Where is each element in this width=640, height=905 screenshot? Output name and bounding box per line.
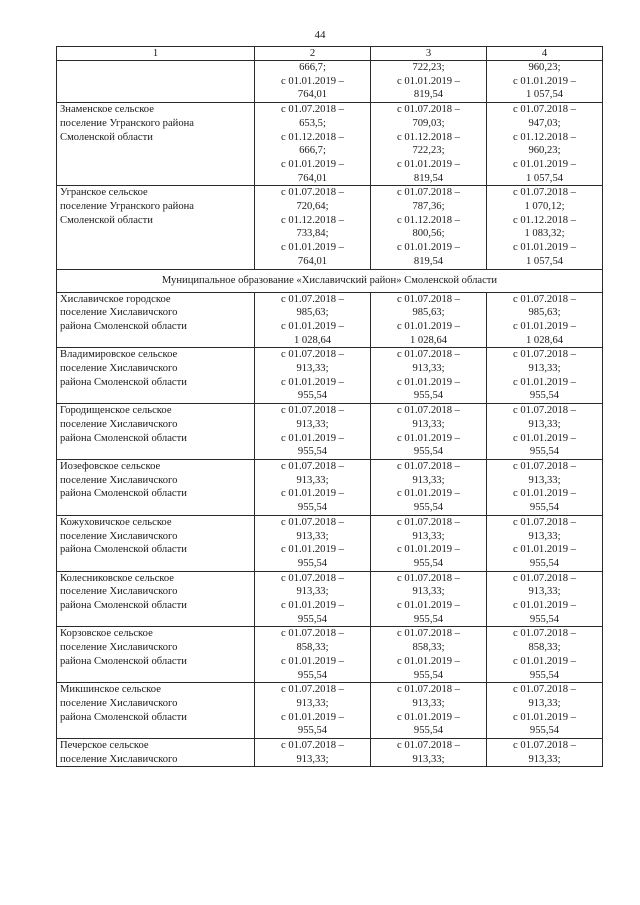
tariff-line: 1 083,32; [524,228,565,240]
settlement-name-line: Смоленской области [60,131,153,143]
tariff-cell-col3 [371,739,487,767]
tariff-cell-col4 [487,292,603,348]
tariff-line: с 01.01.2019 – [397,711,460,723]
tariff-line: 913,33; [528,418,561,430]
tariff-line: 913,33; [412,697,445,709]
tariff-line: 764,01 [297,89,328,101]
tariff-line: 1 057,54 [525,255,564,267]
tariff-line: 955,54 [297,446,328,458]
tariff-line: с 01.01.2019 – [513,600,576,612]
settlement-name-line: Смоленской области [60,214,153,226]
settlement-name-line: Хиславичское городское [60,293,171,305]
tariff-line: 955,54 [413,390,444,402]
column-header-1: 1 [57,47,255,61]
tariff-line: с 01.01.2019 – [281,432,344,444]
settlement-name-line: Кожуховичское сельское [60,516,172,528]
tariff-line: с 01.01.2019 – [281,711,344,723]
settlement-name-line: Печерское сельское [60,740,149,752]
tariff-line: с 01.01.2019 – [281,655,344,667]
tariff-cell-col4 [487,103,603,186]
tariff-line: с 01.07.2018 – [397,293,460,305]
section-row [57,269,603,292]
tariff-line: 787,36; [412,201,445,213]
tariff-line: 709,03; [412,117,445,129]
tariff-cell-col2 [255,348,371,404]
settlement-name-cell [57,61,255,103]
tariff-line: 800,56; [412,228,445,240]
tariff-cell-col4 [487,404,603,460]
tariff-line: 913,33; [412,474,445,486]
tariff-cell-col2 [255,186,371,269]
tariff-cell-col4 [487,739,603,767]
tariff-line: 733,84; [296,228,329,240]
tariff-line: с 01.07.2018 – [281,516,344,528]
tariff-line: 913,33; [296,418,329,430]
tariff-line: 913,33; [528,530,561,542]
tariff-cell-col3 [371,683,487,739]
tariff-line: с 01.01.2019 – [513,488,576,500]
tariff-line: с 01.07.2018 – [397,572,460,584]
tariff-line: с 01.07.2018 – [513,349,576,361]
tariff-line: 764,01 [297,172,328,184]
settlement-name-cell [57,292,255,348]
settlement-name-line: района Смоленской области [60,600,187,612]
tariff-line: с 01.01.2019 – [281,488,344,500]
tariff-cell-col2 [255,103,371,186]
tariff-line: 666,7; [299,145,326,157]
tariff-line: 1 057,54 [525,89,564,101]
tariff-line: с 01.01.2019 – [397,544,460,556]
settlement-name-line: Корзовское сельское [60,628,153,640]
settlement-name-cell [57,571,255,627]
settlement-name-line: поселение Хиславичского [60,753,178,765]
settlement-name-line: поселение Хиславичского [60,586,178,598]
settlement-name-line: Владимировское сельское [60,349,178,361]
tariff-line: с 01.01.2019 – [397,376,460,388]
tariff-cell-col3 [371,103,487,186]
tariff-cell-col4 [487,571,603,627]
tariff-line: 764,01 [297,255,328,267]
settlement-name-line: района Смоленской области [60,376,187,388]
settlement-name-line: района Смоленской области [60,488,187,500]
tariff-line: 913,33; [528,474,561,486]
settlement-name-cell [57,348,255,404]
tariff-line: 653,5; [299,117,326,129]
table-row [57,103,603,186]
settlement-name-line: района Смоленской области [60,544,187,556]
table-row [57,186,603,269]
settlement-name-cell [57,459,255,515]
tariff-line: с 01.07.2018 – [281,740,344,752]
tariff-line: 985,63; [296,307,329,319]
tariff-line: 955,54 [529,725,560,737]
tariff-line: 913,33; [296,363,329,375]
tariff-line: с 01.07.2018 – [281,684,344,696]
tariff-line: с 01.01.2019 – [513,242,576,254]
tariff-line: 955,54 [297,613,328,625]
tariff-cell-col2 [255,571,371,627]
tariff-line: 955,54 [529,446,560,458]
tariff-line: с 01.12.2018 – [281,214,344,226]
tariff-cell-col3 [371,571,487,627]
tariff-line: с 01.01.2019 – [397,75,460,87]
table-row [57,404,603,460]
tariff-line: с 01.01.2019 – [513,711,576,723]
tariff-line: с 01.01.2019 – [281,544,344,556]
tariff-line: 955,54 [413,669,444,681]
tariff-line: 947,03; [528,117,561,129]
tariff-line: с 01.01.2019 – [281,242,344,254]
tariff-line: 955,54 [413,557,444,569]
tariff-line: с 01.07.2018 – [513,293,576,305]
tariff-line: с 01.07.2018 – [281,460,344,472]
tariff-line: с 01.07.2018 – [397,405,460,417]
tariff-line: с 01.07.2018 – [397,460,460,472]
tariff-cell-col3 [371,459,487,515]
tariff-line: с 01.07.2018 – [397,104,460,116]
tariff-line: с 01.01.2019 – [513,376,576,388]
tariff-line: 913,33; [296,474,329,486]
tariff-line: с 01.07.2018 – [397,628,460,640]
tariff-line: 819,54 [413,172,444,184]
tariff-line: 913,33; [528,586,561,598]
tariff-line: 955,54 [297,502,328,514]
settlement-name-line: Городищенское сельское [60,405,172,417]
tariff-line: с 01.07.2018 – [281,572,344,584]
tariff-line: с 01.07.2018 – [281,405,344,417]
tariff-cell-col4 [487,515,603,571]
tariff-line: с 01.01.2019 – [397,488,460,500]
tariff-line: 955,54 [413,725,444,737]
settlement-name-line: района Смоленской области [60,711,187,723]
tariff-line: 913,33; [296,753,329,765]
tariff-line: с 01.07.2018 – [397,516,460,528]
table-row [57,627,603,683]
tariff-line: 913,33; [528,697,561,709]
settlement-name-cell [57,404,255,460]
tariff-line: с 01.01.2019 – [281,158,344,170]
tariff-line: с 01.01.2019 – [397,158,460,170]
settlement-name-line: Иозефовское сельское [60,460,161,472]
tariff-line: 1 028,64 [525,334,564,346]
settlement-name-line: поселение Хиславичского [60,418,178,430]
tariff-line: с 01.01.2019 – [513,544,576,556]
tariff-table [56,46,603,767]
tariff-line: 913,33; [412,586,445,598]
tariff-line: с 01.07.2018 – [513,460,576,472]
table-row [57,571,603,627]
table-row [57,348,603,404]
settlement-name-line: поселение Хиславичского [60,363,178,375]
tariff-cell-col2 [255,459,371,515]
tariff-line: 720,64; [296,201,329,213]
tariff-line: 960,23; [528,62,561,73]
tariff-cell-col3 [371,515,487,571]
settlement-name-line: Угранское сельское [60,187,148,199]
tariff-cell-col3 [371,348,487,404]
tariff-line: 955,54 [529,390,560,402]
tariff-line: с 01.01.2019 – [281,376,344,388]
tariff-line: 1 028,64 [293,334,332,346]
tariff-line: с 01.07.2018 – [513,187,576,199]
tariff-line: с 01.01.2019 – [513,75,576,87]
tariff-line: 858,33; [296,642,329,654]
tariff-line: с 01.01.2019 – [513,432,576,444]
page-number: 44 [314,29,326,41]
settlement-name-line: Колесниковское сельское [60,572,175,584]
tariff-line: 913,33; [296,586,329,598]
tariff-line: 955,54 [297,557,328,569]
tariff-line: 955,54 [297,390,328,402]
tariff-cell-col2 [255,292,371,348]
tariff-line: с 01.01.2019 – [513,655,576,667]
tariff-line: 666,7; [299,62,326,73]
column-header-4: 4 [487,47,603,61]
settlement-name-line: поселение Угранского района [60,117,194,129]
tariff-line: 955,54 [529,557,560,569]
tariff-cell-col3 [371,292,487,348]
tariff-line: 955,54 [413,613,444,625]
header-row [57,47,603,61]
tariff-line: с 01.07.2018 – [281,349,344,361]
tariff-line: с 01.07.2018 – [397,187,460,199]
tariff-line: 960,23; [528,145,561,157]
settlement-name-line: поселение Хиславичского [60,697,178,709]
tariff-cell-col4 [487,186,603,269]
tariff-line: с 01.12.2018 – [281,131,344,143]
tariff-line: 913,33; [296,697,329,709]
settlement-name-line: района Смоленской области [60,320,187,332]
tariff-cell-col4 [487,459,603,515]
tariff-line: с 01.12.2018 – [397,131,460,143]
tariff-line: с 01.07.2018 – [513,628,576,640]
tariff-line: 955,54 [529,613,560,625]
tariff-line: 913,33; [412,363,445,375]
tariff-line: 722,23; [412,62,445,73]
tariff-line: с 01.07.2018 – [281,628,344,640]
tariff-cell-col4 [487,627,603,683]
table-row [57,292,603,348]
settlement-name-line: Микшинское сельское [60,684,161,696]
tariff-cell-col2 [255,627,371,683]
settlement-name-line: района Смоленской области [60,655,187,667]
tariff-line: 1 057,54 [525,172,564,184]
tariff-cell-col2 [255,515,371,571]
column-header-2: 2 [255,47,371,61]
tariff-line: 913,33; [528,363,561,375]
table-row [57,459,603,515]
tariff-line: 722,23; [412,145,445,157]
tariff-line: 955,54 [297,725,328,737]
tariff-line: с 01.01.2019 – [397,242,460,254]
tariff-line: 985,63; [412,307,445,319]
table-body [57,61,603,767]
tariff-line: с 01.01.2019 – [513,320,576,332]
table-row [57,515,603,571]
tariff-line: с 01.01.2019 – [397,655,460,667]
tariff-line: с 01.01.2019 – [281,75,344,87]
settlement-name-line: поселение Угранского района [60,201,194,213]
settlement-name-line: поселение Хиславичского [60,530,178,542]
settlement-name-line: Знаменское сельское [60,104,154,116]
section-title: Муниципальное образование «Хиславичский район» Смоленской области [57,269,603,292]
settlement-name-cell [57,103,255,186]
tariff-line: с 01.07.2018 – [513,740,576,752]
settlement-name-cell [57,186,255,269]
column-header-3: 3 [371,47,487,61]
settlement-name-line: поселение Хиславичского [60,642,178,654]
tariff-line: с 01.01.2019 – [397,432,460,444]
tariff-line: 1 070,12; [524,201,565,213]
settlement-name-cell [57,683,255,739]
tariff-line: с 01.07.2018 – [397,684,460,696]
tariff-line: 858,33; [412,642,445,654]
tariff-cell-col3 [371,627,487,683]
tariff-line: 955,54 [529,669,560,681]
tariff-line: с 01.07.2018 – [281,187,344,199]
tariff-line: с 01.01.2019 – [397,600,460,612]
tariff-line: 955,54 [297,669,328,681]
settlement-name-cell [57,739,255,767]
tariff-line: с 01.12.2018 – [397,214,460,226]
tariff-cell-col2 [255,683,371,739]
tariff-line: с 01.01.2019 – [513,158,576,170]
tariff-cell-col2 [255,61,371,103]
tariff-line: с 01.07.2018 – [281,104,344,116]
tariff-line: 913,33; [412,530,445,542]
tariff-line: с 01.07.2018 – [513,405,576,417]
tariff-cell-col2 [255,739,371,767]
tariff-line: с 01.07.2018 – [513,684,576,696]
tariff-line: 913,33; [412,418,445,430]
tariff-line: 913,33; [412,753,445,765]
tariff-line: 955,54 [413,446,444,458]
tariff-cell-col3 [371,61,487,103]
tariff-line: 858,33; [528,642,561,654]
tariff-line: с 01.07.2018 – [513,516,576,528]
table-row [57,683,603,739]
tariff-line: 819,54 [413,89,444,101]
tariff-cell-col4 [487,348,603,404]
settlement-name-cell [57,515,255,571]
settlement-name-line: района Смоленской области [60,432,187,444]
settlement-name-line: поселение Хиславичского [60,307,178,319]
table-row [57,61,603,103]
tariff-line: с 01.01.2019 – [281,600,344,612]
tariff-line: 955,54 [529,502,560,514]
tariff-line: 955,54 [413,502,444,514]
tariff-line: 819,54 [413,255,444,267]
tariff-line: с 01.12.2018 – [513,214,576,226]
tariff-line: с 01.07.2018 – [397,740,460,752]
tariff-cell-col3 [371,404,487,460]
tariff-line: с 01.07.2018 – [513,572,576,584]
tariff-cell-col3 [371,186,487,269]
tariff-line: с 01.01.2019 – [397,320,460,332]
tariff-line: с 01.07.2018 – [513,104,576,116]
table-header [57,47,603,61]
settlement-name-cell [57,627,255,683]
tariff-line: 913,33; [528,753,561,765]
tariff-line: с 01.01.2019 – [281,320,344,332]
settlement-name-line: поселение Хиславичского [60,474,178,486]
tariff-line: 985,63; [528,307,561,319]
tariff-line: 1 028,64 [409,334,448,346]
tariff-line: с 01.07.2018 – [397,349,460,361]
table-row [57,739,603,767]
tariff-cell-col4 [487,683,603,739]
tariff-line: 913,33; [296,530,329,542]
tariff-line: с 01.07.2018 – [281,293,344,305]
tariff-cell-col4 [487,61,603,103]
tariff-cell-col2 [255,404,371,460]
tariff-line: с 01.12.2018 – [513,131,576,143]
